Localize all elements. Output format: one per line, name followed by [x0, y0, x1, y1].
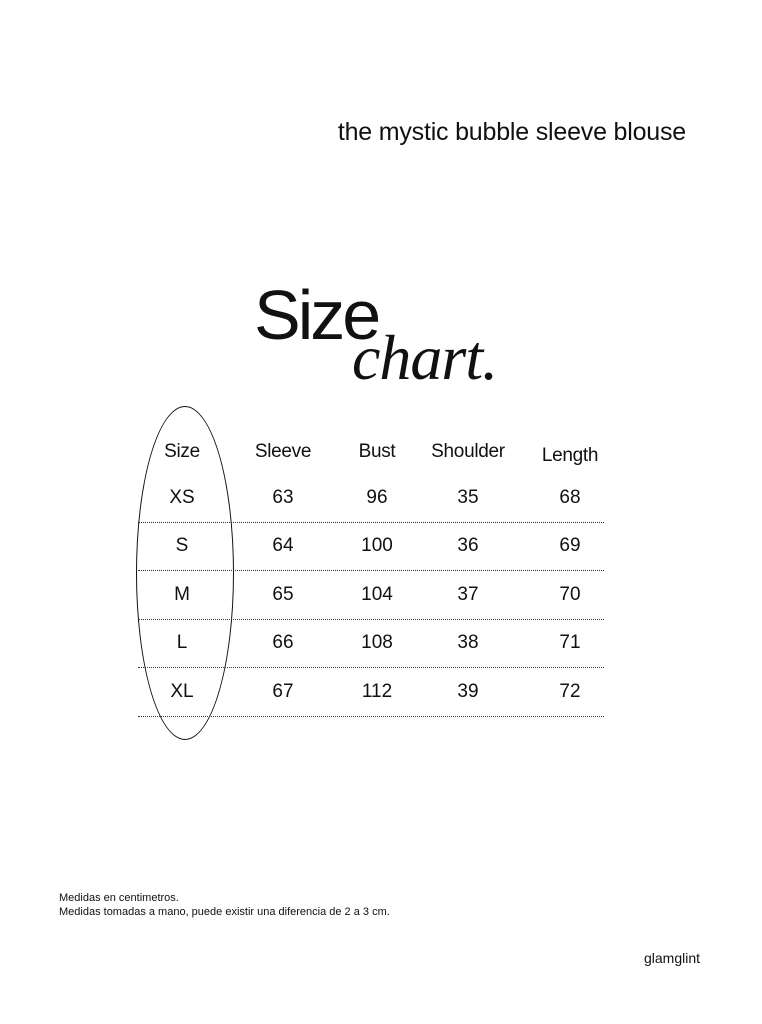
shoulder-cell: 37: [457, 583, 479, 605]
sleeve-cell: 67: [272, 680, 294, 702]
bust-cell: 104: [361, 583, 393, 605]
table-row: [138, 474, 604, 523]
shoulder-cell: 39: [457, 680, 479, 702]
table-row: [138, 620, 604, 669]
sleeve-cell: 64: [272, 535, 294, 557]
table-row: [138, 523, 604, 572]
shoulder-cell: 35: [457, 486, 479, 508]
size-cell: XL: [170, 680, 194, 702]
bust-cell: 100: [361, 535, 393, 557]
shoulder-cell: 38: [457, 632, 479, 654]
length-cell: 70: [559, 583, 581, 605]
length-cell: 72: [559, 680, 581, 702]
measurement-notes: [59, 891, 390, 919]
header-size: Size: [164, 441, 200, 462]
header-bust: Bust: [358, 441, 396, 462]
shoulder-cell: 36: [457, 535, 479, 557]
size-cell: M: [174, 583, 190, 605]
size-cell: XS: [169, 486, 195, 508]
sleeve-cell: 65: [272, 583, 294, 605]
length-cell: 68: [559, 486, 581, 508]
note-line: Medidas en centimetros.: [59, 892, 179, 904]
note-line: Medidas tomadas a mano, puede existir una diferencia de 2 a 3 cm.: [59, 906, 390, 918]
length-cell: 71: [559, 632, 581, 654]
sleeve-cell: 66: [272, 632, 294, 654]
header-shoulder: Shoulder: [431, 441, 505, 462]
size-table: [138, 430, 604, 717]
brand-name: glamglint: [643, 950, 700, 966]
bust-cell: 112: [361, 680, 393, 702]
length-cell: 69: [559, 535, 581, 557]
sleeve-cell: 63: [272, 486, 294, 508]
bust-cell: 108: [361, 632, 393, 654]
product-title: the mystic bubble sleeve blouse: [337, 118, 686, 146]
table-row: [138, 571, 604, 620]
bust-cell: 96: [366, 486, 388, 508]
header-sleeve: Sleeve: [254, 441, 312, 462]
size-cell: S: [175, 535, 189, 557]
heading-size: Size: [254, 276, 379, 354]
table-row: [138, 668, 604, 717]
size-cell: L: [176, 632, 188, 654]
heading-chart: chart.: [352, 322, 498, 393]
table-header-row: [138, 430, 604, 474]
header-length: Length: [541, 444, 599, 466]
